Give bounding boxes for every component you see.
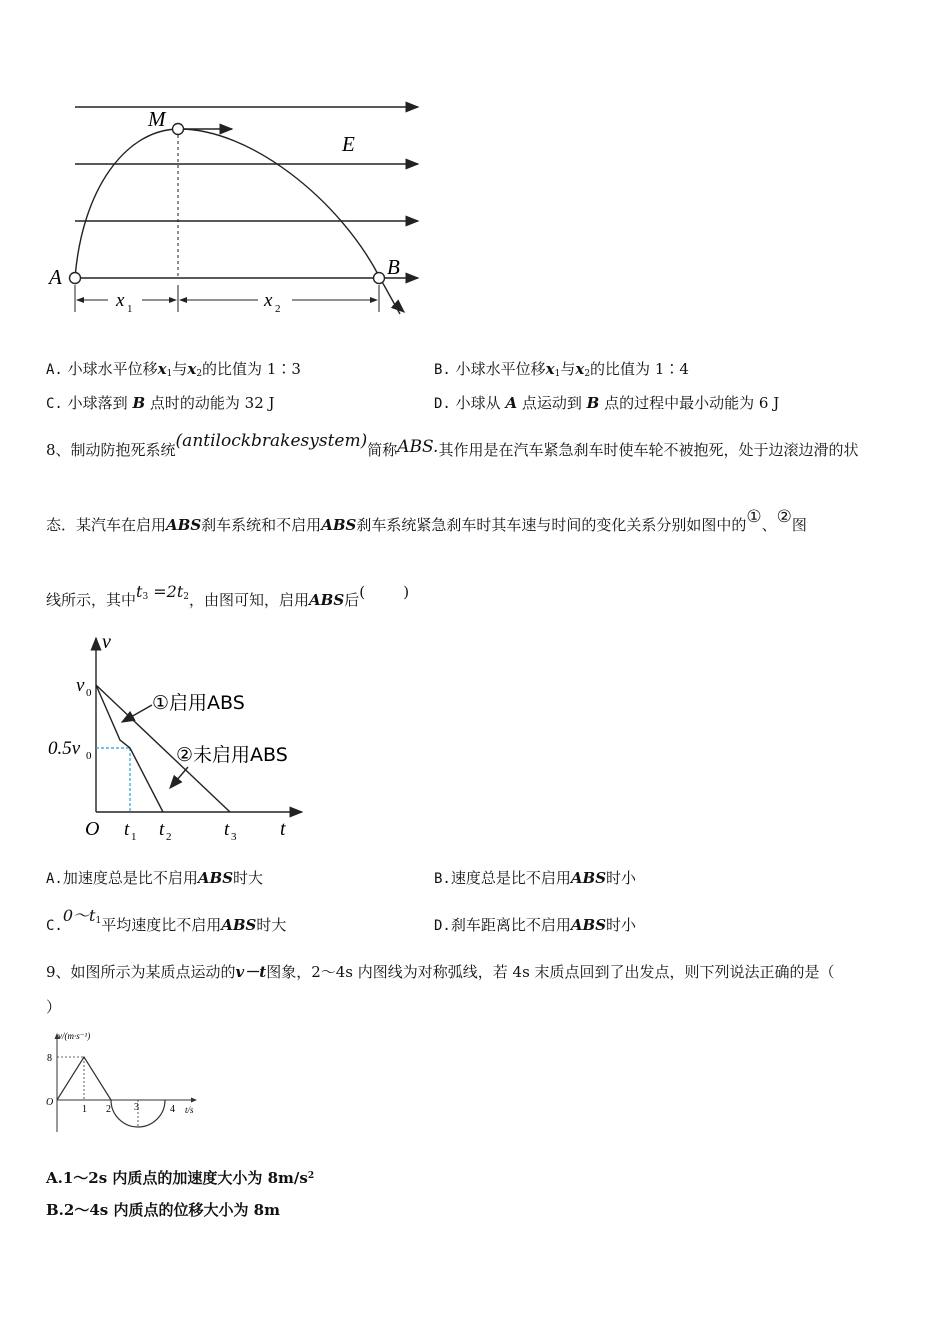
label-A: A xyxy=(49,265,62,289)
option-label: A. xyxy=(46,362,63,378)
t1-label: t xyxy=(124,819,130,840)
abs-term: ABS xyxy=(166,516,202,534)
dim-arrowhead xyxy=(370,297,378,303)
option-text: 时小 xyxy=(606,916,637,934)
label-B: B xyxy=(387,255,400,279)
option-text: 刹车距离比不启用 xyxy=(450,916,571,934)
answer-blank: ( ) xyxy=(359,583,410,601)
subscript: 2 xyxy=(196,369,203,379)
option-text: 与 xyxy=(560,360,576,378)
point-M xyxy=(173,124,184,135)
var-x: x xyxy=(157,360,167,378)
stem-text: 态．某汽车在启用 xyxy=(46,516,167,534)
abs-term: ABS xyxy=(570,869,607,887)
option-label: C. xyxy=(46,396,63,412)
stem-text: 图 xyxy=(791,516,807,534)
t1-sub: 1 xyxy=(131,831,137,843)
var-B: B xyxy=(586,394,600,412)
stem-text: 图象，2～4s 内图线为对称弧线，若 4s 末质点回到了出发点，则下列说法正确的是（ xyxy=(266,963,835,981)
label-x2: x xyxy=(264,290,273,311)
var-A: A xyxy=(505,394,518,412)
option-text: 平均速度比不启用 xyxy=(101,916,222,934)
origin-label: O xyxy=(46,1097,54,1108)
abs-term: ABS xyxy=(221,916,257,934)
t3-sub: 3 xyxy=(231,831,237,843)
q9-stem-line-2 xyxy=(46,997,61,1017)
stem-math: ABS. xyxy=(397,437,439,457)
dim-arrowhead xyxy=(169,297,177,303)
q9-stem-line-1 xyxy=(46,962,835,982)
var-x: x xyxy=(187,360,197,378)
projectile-field-figure xyxy=(40,90,440,325)
stem-text: ，由图可知，启用 xyxy=(189,591,310,609)
option-text: 的比值为 1∶3 xyxy=(202,360,301,378)
range-math: 0～t xyxy=(62,906,96,925)
q8-option-a[interactable] xyxy=(46,868,263,889)
stem-text: 8、制动防抱死系统 xyxy=(46,441,176,459)
v0-label: v xyxy=(76,675,85,696)
option-label: C. xyxy=(46,918,63,934)
option-label: D. xyxy=(434,918,451,934)
dim-arrowhead xyxy=(179,297,187,303)
q7-option-d[interactable] xyxy=(434,393,779,414)
t2-sub: 2 xyxy=(166,831,172,843)
stem-math: (antilockbrakesystem) xyxy=(175,431,368,451)
label-x1: x xyxy=(116,290,125,311)
v0-sub: 0 xyxy=(86,687,92,699)
axis-v-label: v xyxy=(102,631,111,653)
vt-term: v－t xyxy=(235,963,267,981)
option-text: 点的过程中最小动能为 6 J xyxy=(604,394,780,412)
t3-label: t xyxy=(224,819,230,840)
option-label: B. xyxy=(434,871,451,887)
circle-2: ② xyxy=(776,507,792,527)
option-text: 时大 xyxy=(256,916,287,934)
var-x: x xyxy=(545,360,555,378)
option-text: 小球水平位移 xyxy=(67,360,158,378)
option-text: B.2～4s 内质点的位移大小为 8m xyxy=(46,1201,280,1219)
q8-option-b[interactable] xyxy=(434,868,636,889)
label-x2-sub: 2 xyxy=(275,303,281,315)
half-v0-sub: 0 xyxy=(86,750,92,762)
subscript: 3 xyxy=(142,592,149,602)
label-E: E xyxy=(342,132,355,156)
option-text: 与 xyxy=(172,360,188,378)
abs-term: ABS xyxy=(321,516,357,534)
x3-label: 3 xyxy=(134,1102,139,1113)
q9-option-a[interactable] xyxy=(46,1166,314,1188)
option-text: 加速度总是比不启用 xyxy=(62,869,198,887)
q8-option-c[interactable] xyxy=(46,906,287,940)
q7-option-c[interactable] xyxy=(46,393,275,414)
option-text: 点运动到 xyxy=(521,394,582,412)
option-label: A. xyxy=(46,871,63,887)
pointer-curve-2 xyxy=(170,767,188,788)
stem-text: 线所示，其中 xyxy=(46,591,137,609)
var-x: x xyxy=(575,360,585,378)
stem-text: 简称 xyxy=(367,441,398,459)
option-text: 小球从 xyxy=(455,394,501,412)
option-text: 小球水平位移 xyxy=(455,360,546,378)
abs-term: ABS xyxy=(309,591,345,609)
eq-var: t xyxy=(136,582,143,601)
stem-text: 刹车系统和不启用 xyxy=(201,516,322,534)
option-text: 点时的动能为 32 J xyxy=(149,394,275,412)
subscript: 1 xyxy=(554,369,561,379)
q7-option-a[interactable] xyxy=(46,359,301,384)
dim-arrowhead xyxy=(76,297,84,303)
option-label: D. xyxy=(434,396,451,412)
curve-1-label: ①启用ABS xyxy=(152,692,245,714)
abs-term: ABS xyxy=(197,869,234,887)
subscript: 1 xyxy=(95,916,102,926)
stem-text: 9、如图所示为某质点运动的 xyxy=(46,963,236,981)
stem-text: 、 xyxy=(761,516,777,534)
option-label: B. xyxy=(434,362,451,378)
circle-1: ① xyxy=(746,507,762,527)
superscript: 2 xyxy=(307,1171,315,1181)
stem-text: 刹车系统紧急刹车时其车速与时间的变化关系分别如图中的 xyxy=(356,516,747,534)
x1-label: 1 xyxy=(82,1104,87,1115)
abs-term: ABS xyxy=(570,916,607,934)
origin-label: O xyxy=(85,818,100,840)
x4-label: 4 xyxy=(170,1104,175,1115)
option-text: 时大 xyxy=(233,869,264,887)
particle-vt-graph xyxy=(44,1028,206,1138)
curve-2-label: ②未启用ABS xyxy=(176,744,288,766)
q7-option-b[interactable] xyxy=(434,359,689,384)
option-text: 速度总是比不启用 xyxy=(450,869,571,887)
var-B: B xyxy=(132,394,146,412)
q8-option-d[interactable] xyxy=(434,915,636,936)
subscript: 1 xyxy=(166,369,173,379)
half-v0-label: 0.5v xyxy=(48,738,81,759)
axis-t-label: t xyxy=(280,818,286,840)
stem-text: 其作用是在汽车紧急刹车时使车轮不被抱死，处于边滚边滑的状 xyxy=(438,441,859,459)
x2-label: 2 xyxy=(106,1104,111,1115)
point-A xyxy=(70,273,81,284)
axis-t-label: t/s xyxy=(185,1105,194,1115)
label-x1-sub: 1 xyxy=(127,303,133,315)
axis-v-label: v/(m·s⁻¹) xyxy=(58,1031,91,1041)
option-text: 时小 xyxy=(606,869,637,887)
subscript: 2 xyxy=(584,369,591,379)
q8-stem-line-1 xyxy=(46,431,859,460)
t2-label: t xyxy=(159,819,165,840)
option-text: A.1～2s 内质点的加速度大小为 8m/s xyxy=(46,1169,308,1187)
q9-option-b[interactable] xyxy=(46,1200,280,1220)
y8-label: 8 xyxy=(47,1053,52,1064)
abs-vt-graph xyxy=(40,630,360,845)
stem-text: ） xyxy=(46,998,62,1016)
point-B xyxy=(374,273,385,284)
option-text: 的比值为 1∶4 xyxy=(590,360,689,378)
option-text: 小球落到 xyxy=(67,394,128,412)
eq-var: =2t xyxy=(148,582,184,601)
stem-text: 后 xyxy=(344,591,360,609)
q8-stem-line-2 xyxy=(46,507,807,535)
subscript: 2 xyxy=(183,592,190,602)
label-M: M xyxy=(148,107,166,131)
q8-stem-line-3 xyxy=(46,582,410,615)
